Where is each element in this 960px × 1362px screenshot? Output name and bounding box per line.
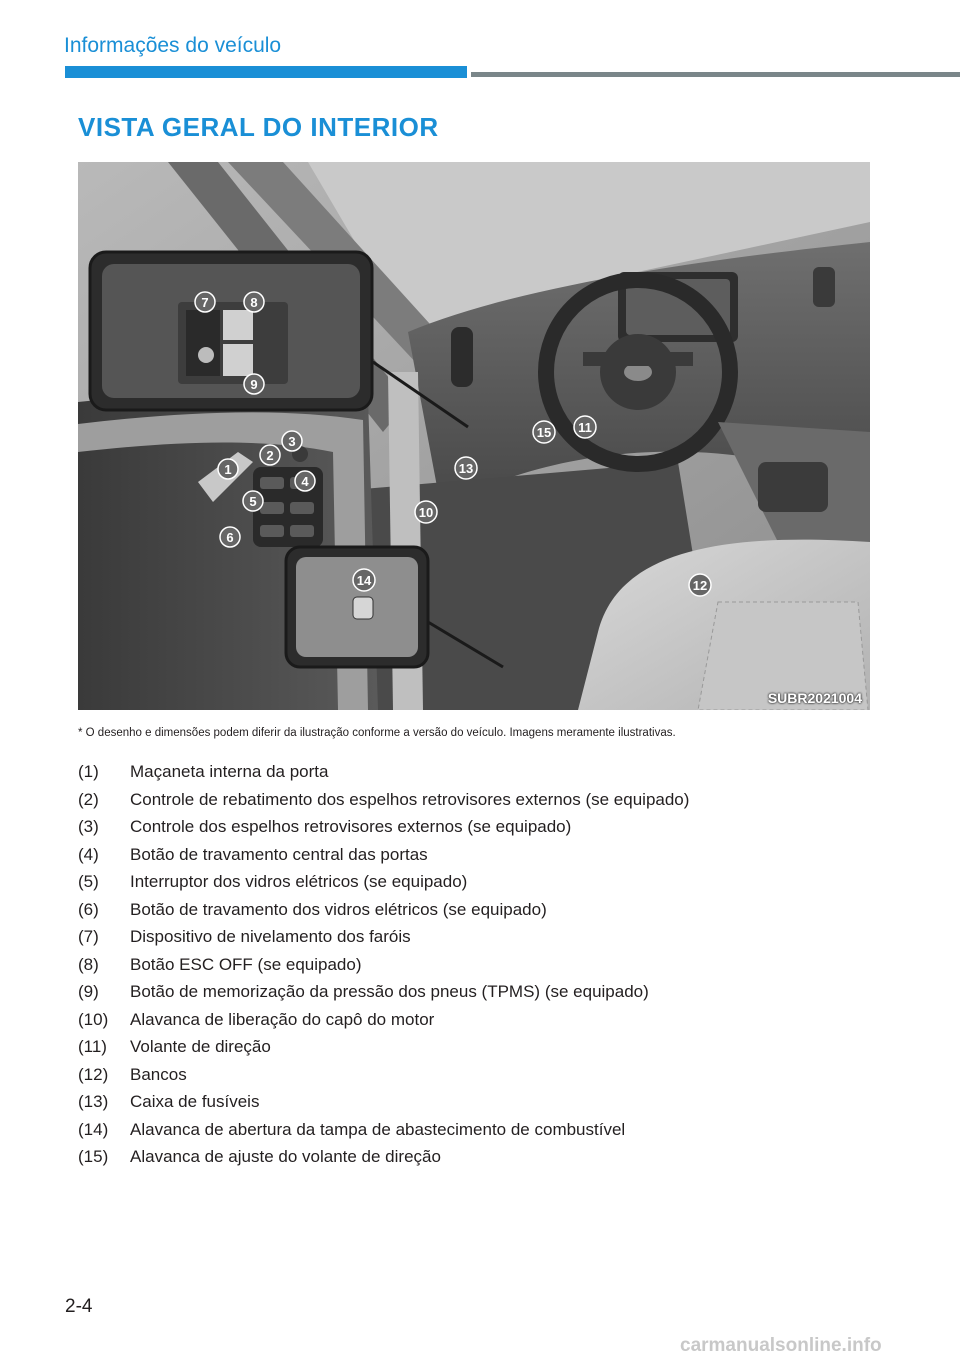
legend-item — [78, 841, 938, 869]
section-title: VISTA GERAL DO INTERIOR — [78, 112, 439, 142]
callout-7 — [195, 292, 215, 312]
svg-text:11: 11 — [578, 420, 592, 435]
legend-item-text: Caixa de fusíveis — [130, 1092, 260, 1111]
svg-text:8: 8 — [250, 295, 258, 310]
legend-item-number: (15) — [78, 1147, 109, 1166]
legend-item-number: (6) — [78, 899, 99, 919]
legend-item-text: Alavanca de ajuste do volante de direção — [130, 1147, 441, 1166]
callout-12 — [689, 574, 711, 596]
legend-item-number: (10) — [78, 1009, 109, 1029]
legend-item — [78, 978, 938, 1006]
legend-item-text: Maçaneta interna da porta — [130, 762, 329, 781]
callout-13 — [455, 457, 477, 479]
legend-item-text: Controle dos espelhos retrovisores externos (se equipado) — [130, 817, 572, 836]
legend-item-text: Botão de travamento central das portas — [130, 844, 428, 864]
legend-item-number: (7) — [78, 927, 99, 946]
callout-1 — [218, 459, 238, 479]
legend-item — [78, 758, 938, 786]
legend-item-number: (11) — [78, 1037, 107, 1056]
svg-text:3: 3 — [288, 434, 296, 449]
legend-item — [78, 786, 938, 814]
svg-text:15: 15 — [536, 425, 552, 440]
svg-text:5: 5 — [249, 494, 257, 509]
running-header: Informações do veículo — [64, 34, 282, 57]
legend-item-text: Botão ESC OFF (se equipado) — [130, 954, 362, 974]
callout-5 — [243, 491, 263, 511]
callout-2 — [260, 445, 280, 465]
svg-text:1: 1 — [224, 462, 232, 477]
legend-item — [78, 1088, 938, 1116]
legend-item — [78, 1116, 938, 1144]
svg-text:14: 14 — [356, 573, 372, 588]
svg-text:12: 12 — [692, 578, 708, 593]
watermark: carmanualsonline.info — [680, 1335, 882, 1356]
interior-drawing — [78, 162, 870, 710]
legend-item-text: Controle de rebatimento dos espelhos retrovisores externos (se equipado) — [130, 789, 690, 809]
legend-item-number: (8) — [78, 954, 99, 974]
legend-item-number: (9) — [78, 982, 99, 1001]
callout-9 — [244, 374, 264, 394]
legend-item — [78, 1006, 938, 1034]
interior-illustration — [78, 162, 870, 710]
legend-item — [78, 951, 938, 979]
svg-text:7: 7 — [201, 295, 209, 310]
legend-item-text: Interruptor dos vidros elétricos (se equipado) — [130, 872, 468, 891]
legend-list — [78, 758, 938, 1171]
svg-text:13: 13 — [458, 461, 474, 476]
svg-text:2: 2 — [266, 448, 274, 463]
legend-item-number: (3) — [78, 817, 99, 836]
figure-code: SUBR2021004 — [767, 690, 862, 706]
header-rule-gray — [471, 72, 960, 77]
svg-text:10: 10 — [418, 505, 434, 520]
legend-item-text: Botão de travamento dos vidros elétricos (se equipado) — [130, 899, 547, 919]
legend-item-text: Botão de memorização da pressão dos pneus (TPMS) (se equipado) — [130, 982, 649, 1001]
legend-item-text: Dispositivo de nivelamento dos faróis — [130, 927, 411, 946]
legend-item-number: (5) — [78, 872, 99, 891]
callout-4 — [295, 471, 315, 491]
callout-15 — [533, 421, 555, 443]
legend-item-number: (14) — [78, 1119, 109, 1139]
svg-text:4: 4 — [301, 474, 309, 489]
legend-item-number: (1) — [78, 762, 99, 781]
callout-14 — [353, 569, 375, 591]
legend-item-number: (13) — [78, 1092, 109, 1111]
legend-item — [78, 868, 938, 896]
legend-item — [78, 1143, 938, 1171]
svg-text:6: 6 — [226, 530, 234, 545]
legend-item — [78, 1033, 938, 1061]
legend-item — [78, 923, 938, 951]
callout-11 — [574, 416, 596, 438]
legend-item-text: Volante de direção — [130, 1037, 271, 1056]
legend-item — [78, 813, 938, 841]
page-number: 2-4 — [65, 1296, 93, 1317]
callout-10 — [415, 501, 437, 523]
callout-3 — [282, 431, 302, 451]
legend-item — [78, 1061, 938, 1089]
footnote: * O desenho e dimensões podem diferir da ilustração conforme a versão do veículo. Imagens meramente ilustrativas. — [78, 727, 676, 739]
svg-text:9: 9 — [250, 377, 258, 392]
callout-6 — [220, 527, 240, 547]
legend-item-number: (4) — [78, 844, 99, 864]
legend-item — [78, 896, 938, 924]
callout-8 — [244, 292, 264, 312]
legend-item-number: (12) — [78, 1064, 109, 1084]
legend-item-number: (2) — [78, 789, 99, 809]
header-rule-blue — [65, 66, 467, 78]
legend-item-text: Alavanca de abertura da tampa de abastecimento de combustível — [130, 1119, 626, 1139]
legend-item-text: Bancos — [130, 1064, 187, 1084]
legend-item-text: Alavanca de liberação do capô do motor — [130, 1009, 435, 1029]
